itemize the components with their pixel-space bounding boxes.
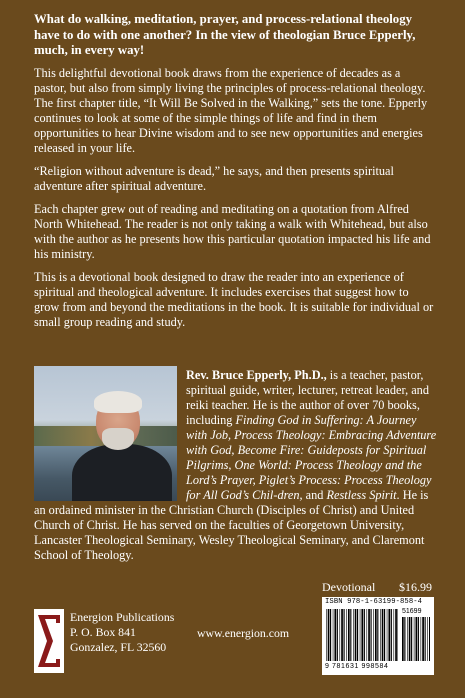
back-cover-description	[34, 12, 434, 338]
addon-bars-icon	[402, 617, 430, 661]
publisher-address-line-1: P. O. Box 841	[70, 625, 136, 639]
book-title-last: Restless Spirit	[326, 488, 397, 502]
sigma-logo-icon	[34, 609, 64, 673]
lead-question: What do walking, meditation, prayer, and process-relational theology have to do with one another? In the view of theologian Bruce Epperly, much, in every way!	[34, 12, 416, 57]
publisher-block	[70, 610, 174, 655]
isbn-barcode	[322, 597, 434, 675]
description-paragraph-3: Each chapter grew out of reading and meditating on a quotation from Alfred North Whitehead. The reader is not only taking a walk with Whitehead, but also with the author as he presents how this particular quotation impacted his life and his ministry.	[34, 201, 431, 261]
publisher-address-line-2: Gonzalez, FL 32560	[70, 640, 167, 654]
ean-number: 9 781631 998584	[325, 663, 389, 670]
description-paragraph-1: This delightful devotional book draws from the experience of decades as a pastor, but also from simply living the principles of process-relational theology. The first chapter title, “It Will Be Solved in the Walking,” sets the tone. Epperly continues to look at some of the simple things of life and find in them opportunities to hear Divine wisdom and to see new opportunities and energies released in your life.	[34, 65, 428, 155]
isbn-number: ISBN 978-1-63199-858-4	[325, 598, 423, 606]
publisher-website: www.energion.com	[197, 626, 290, 640]
bio-text-1: is a teacher, pastor, spiritual guide, writer, lecturer, retreat leader, and reiki teacher. He is the author of over 70 books, including	[186, 368, 429, 427]
book-price: $16.99	[399, 580, 432, 594]
description-paragraph-4: This is a devotional book designed to draw the reader into an experience of spiritual and theological adventure. It includes exercises that suggest how to grow from and beyond the meditations in the book. It is suitable for individual or small group reading and study.	[34, 269, 434, 329]
book-category: Devotional	[322, 580, 376, 594]
author-name: Rev. Bruce Epperly, Ph.D.,	[186, 368, 327, 382]
price-addon-number: 51699	[402, 608, 422, 615]
bio-and: and	[302, 488, 327, 502]
barcode-bars-icon	[326, 609, 398, 661]
publisher-name: Energion Publications	[70, 610, 175, 624]
book-titles: Finding God in Suffering: A Journey with Job, Process Theology: Embracing Adventure with God, Become Fire: Guideposts for Spiritual Pilgrims, One World: Process Theology and the Lord’s Prayer, Piglet’s Process: Process Theology for All God’s Chil-dren,	[186, 413, 437, 502]
author-bio	[34, 368, 438, 563]
description-paragraph-2: “Religion without adventure is dead,” he says, and then presents spiritual adventure after spiritual adventure.	[34, 163, 394, 193]
bio-text-2: . He is an ordained minister in the Christian Church (Disciples of Christ) and United Church of Christ. He has served on the faculties of Georgetown University, Lancaster Theological Seminary, Wesley Theological Seminary, and Claremont School of Theology.	[34, 488, 429, 562]
